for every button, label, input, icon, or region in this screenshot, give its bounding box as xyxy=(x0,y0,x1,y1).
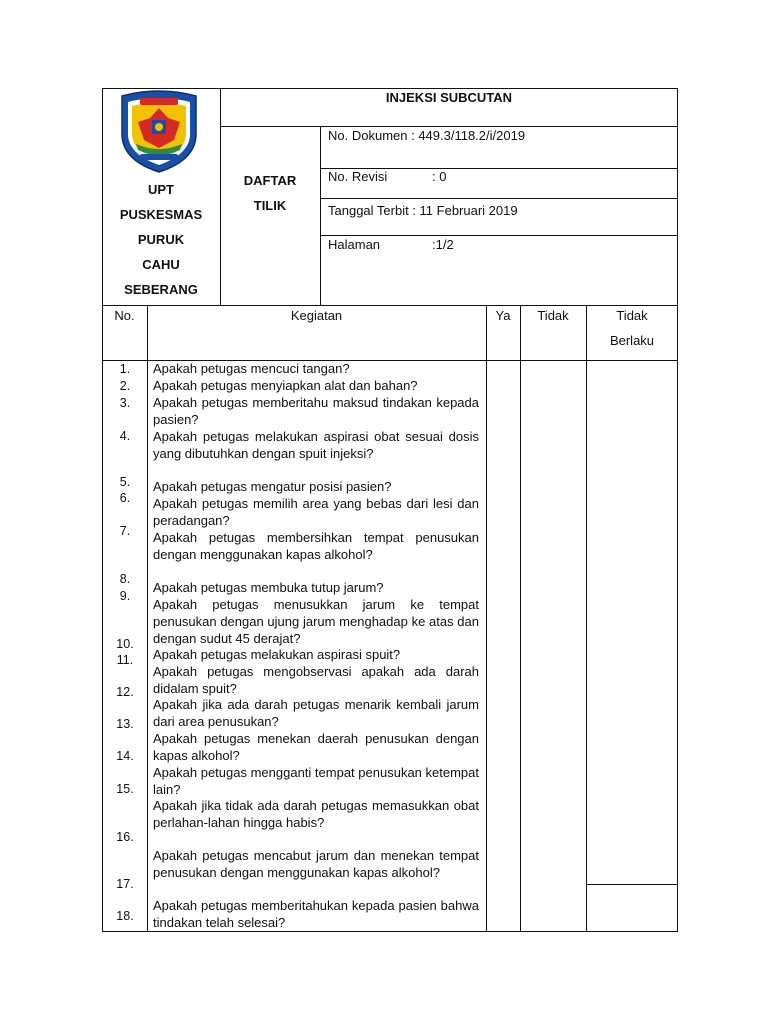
item-number: 13. xyxy=(116,717,134,731)
col-divider-activity xyxy=(486,305,487,932)
institution-line-5: SEBERANG xyxy=(124,282,198,297)
item-number: 11. xyxy=(116,653,134,667)
header-title-bottom xyxy=(220,126,678,127)
col-divider-yes xyxy=(520,305,521,932)
checklist-item-text: Apakah petugas memilih area yang bebas dari lesi dan peradangan? xyxy=(153,496,479,528)
header-divider-logo xyxy=(220,88,221,306)
header-divider-doc xyxy=(320,126,321,306)
revision-label: No. Revisi xyxy=(328,169,388,184)
document-number: No. Dokumen : 449.3/118.2/i/2019 xyxy=(328,128,526,143)
colheader-yes: Ya xyxy=(495,308,511,323)
header-row2-bottom xyxy=(320,198,678,199)
institution-line-4: CAHU xyxy=(142,257,180,272)
checklist-item-text: Apakah petugas mencuci tangan? xyxy=(153,361,350,376)
checklist-item-text: Apakah petugas menekan daerah penusukan dengan kapas alkohol? xyxy=(153,731,479,763)
row-17-bottom-na xyxy=(586,884,678,885)
checklist-item-text: Apakah petugas menusukkan jarum ke tempat penusukan dengan ujung jarum menghadap ke atas dan dengan sudut 45 derajat? xyxy=(153,597,479,646)
checklist-item-text: Apakah petugas mengganti tempat penusukan ketempat lain? xyxy=(153,765,479,797)
doc-type-line-2: TILIK xyxy=(253,198,287,213)
page-label: Halaman xyxy=(328,237,381,252)
header-row3-bottom xyxy=(320,235,678,236)
checklist-item-text: Apakah petugas membersihkan tempat penusukan dengan menggunakan kapas alkohol? xyxy=(153,530,479,562)
item-number: 16. xyxy=(116,830,134,844)
colheader-activity: Kegiatan xyxy=(290,308,343,323)
col-divider-no-ans xyxy=(586,305,587,932)
checklist-item-text: Apakah petugas menyiapkan alat dan bahan? xyxy=(153,378,418,393)
checklist-item-text: Apakah petugas mengatur posisi pasien? xyxy=(153,479,392,494)
colheader-not-applicable-2: Berlaku xyxy=(609,333,655,348)
colheader-no: No. xyxy=(114,308,135,323)
page-value: :1/2 xyxy=(432,237,454,252)
item-number: 18. xyxy=(116,909,134,923)
header-bottom xyxy=(102,305,678,306)
item-number: 4. xyxy=(119,429,131,443)
item-number: 17. xyxy=(116,877,134,891)
checklist-item-text: Apakah jika ada darah petugas menarik kembali jarum dari area penusukan? xyxy=(153,697,479,729)
regency-emblem-logo xyxy=(116,88,202,174)
item-number: 2. xyxy=(119,379,131,393)
item-number: 1. xyxy=(119,362,131,376)
checklist-item-text: Apakah petugas membuka tutup jarum? xyxy=(153,580,384,595)
item-number: 7. xyxy=(119,524,131,538)
item-number: 15. xyxy=(116,782,134,796)
colheader-no-answer: Tidak xyxy=(537,308,569,323)
doc-type-line-1: DAFTAR xyxy=(243,173,297,188)
checklist-item-text: Apakah petugas mengobservasi apakah ada darah didalam spuit? xyxy=(153,664,479,696)
frame-right xyxy=(677,88,678,932)
item-number: 10. xyxy=(116,637,134,651)
item-number: 14. xyxy=(116,749,134,763)
checklist-item-text: Apakah petugas mencabut jarum dan menekan tempat penusukan dengan menggunakan kapas alkohol? xyxy=(153,848,479,880)
institution-line-2: PUSKESMAS xyxy=(119,207,203,222)
checklist-item-text: Apakah petugas memberitahu maksud tindakan kepada pasien? xyxy=(153,395,479,427)
issue-date: Tanggal Terbit : 11 Februari 2019 xyxy=(328,203,518,218)
document-title: INJEKSI SUBCUTAN xyxy=(385,90,513,105)
checklist-item-text: Apakah petugas melakukan aspirasi spuit? xyxy=(153,647,401,662)
item-number: 9. xyxy=(119,589,131,603)
item-number: 6. xyxy=(119,491,131,505)
institution-line-1: UPT xyxy=(148,182,174,197)
item-number: 5. xyxy=(119,475,131,489)
checklist-item-text: Apakah petugas melakukan aspirasi obat sesuai dosis yang dibutuhkan dengan spuit injeksi? xyxy=(153,429,479,461)
colheader-not-applicable-1: Tidak xyxy=(616,308,648,323)
checklist-item-text: Apakah jika tidak ada darah petugas memasukkan obat perlahan-lahan hingga habis? xyxy=(153,798,479,830)
item-number: 12. xyxy=(116,685,134,699)
checklist-item-text: Apakah petugas memberitahukan kepada pasien bahwa tindakan telah selesai? xyxy=(153,898,479,930)
institution-line-3: PURUK xyxy=(137,232,185,247)
item-number: 8. xyxy=(119,572,131,586)
item-number: 3. xyxy=(119,396,131,410)
revision-value: : 0 xyxy=(432,169,447,184)
